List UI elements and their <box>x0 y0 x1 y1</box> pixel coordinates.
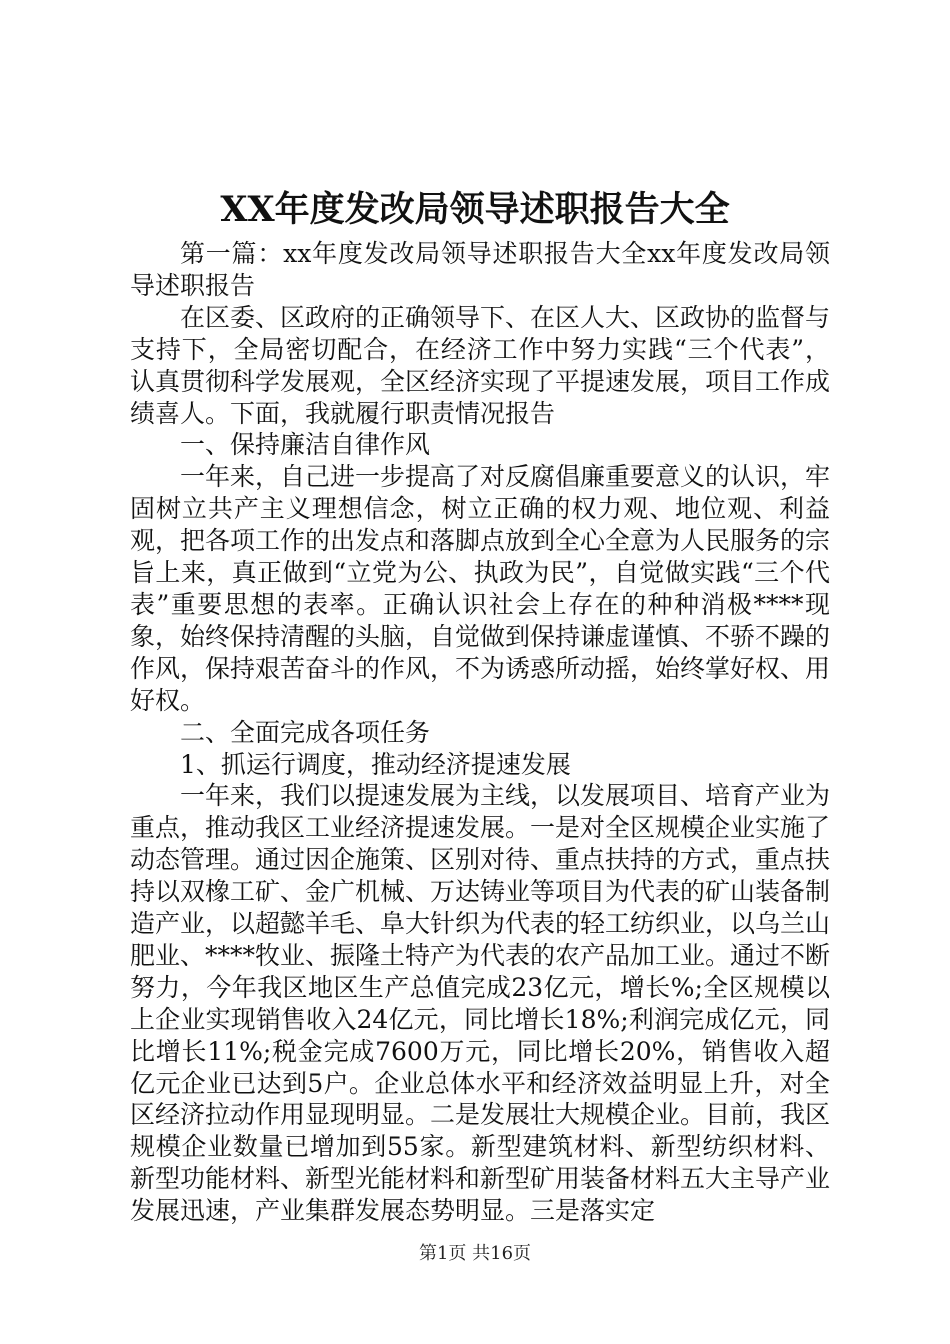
paragraph-integrity: 一年来，自己进一步提高了对反腐倡廉重要意义的认识，牢固树立共产主义理想信念，树立正确的权力观、地位观、利益观，把各项工作的出发点和落脚点放到全心全意为人民服务的宗旨上来，真正做到“立党为公、执政为民”，自觉做实践“三个代表”重要思想的表率。正确认识社会上存在的种种消极****现象，始终保持清醒的头脑，自觉做到保持谦虚谨慎、不骄不躁的作风，保持艰苦奋斗的作风，不为诱惑所动摇，始终掌好权、用好权。 <box>130 462 831 715</box>
paragraph-intro: 在区委、区政府的正确领导下、在区人大、区政协的监督与支持下，全局密切配合，在经济工作中努力实践“三个代表”，认真贯彻科学发展观，全区经济实现了平提速发展，项目工作成绩喜人。下面，我就履行职责情况报告 <box>130 302 831 428</box>
document-body <box>130 238 830 1227</box>
section-heading-integrity: 一、保持廉洁自律作风 <box>180 430 431 460</box>
subsection-heading-operations: 1、抓运行调度，推动经济提速发展 <box>180 749 571 779</box>
paragraph-operations: 一年来，我们以提速发展为主线，以发展项目、培育产业为重点，推动我区工业经济提速发展。一是对全区规模企业实施了动态管理。通过因企施策、区别对待、重点扶持的方式，重点扶持以双橡工矿、金广机械、万达铸业等项目为代表的矿山装备制造产业，以超懿羊毛、阜大针织为代表的轻工纺织业，以乌兰山肥业、****牧业、振隆土特产为代表的农产品加工业。通过不断努力，今年我区地区生产总值完成23亿元，增长%;全区规模以上企业实现销售收入24亿元，同比增长18%;利润完成亿元，同比增长11%;税金完成7600万元，同比增长20%，销售收入超亿元企业已达到5户。企业总体水平和经济效益明显上升，对全区经济拉动作用显现明显。二是发展壮大规模企业。目前，我区规模企业数量已增加到55家。新型建筑材料、新型纺织材料、新型功能材料、新型光能材料和新型矿用装备材料五大主导产业发展迅速，产业集群发展态势明显。三是落实定 <box>130 781 831 1226</box>
paragraph-heading-first-article: 第一篇：xx年度发改局领导述职报告大全xx年度发改局领导述职报告 <box>130 239 830 300</box>
section-heading-tasks: 二、全面完成各项任务 <box>180 717 431 747</box>
page-number-footer: 第1页 共16页 <box>418 1243 532 1264</box>
document-title: XX年度发改局领导述职报告大全 <box>220 189 730 230</box>
